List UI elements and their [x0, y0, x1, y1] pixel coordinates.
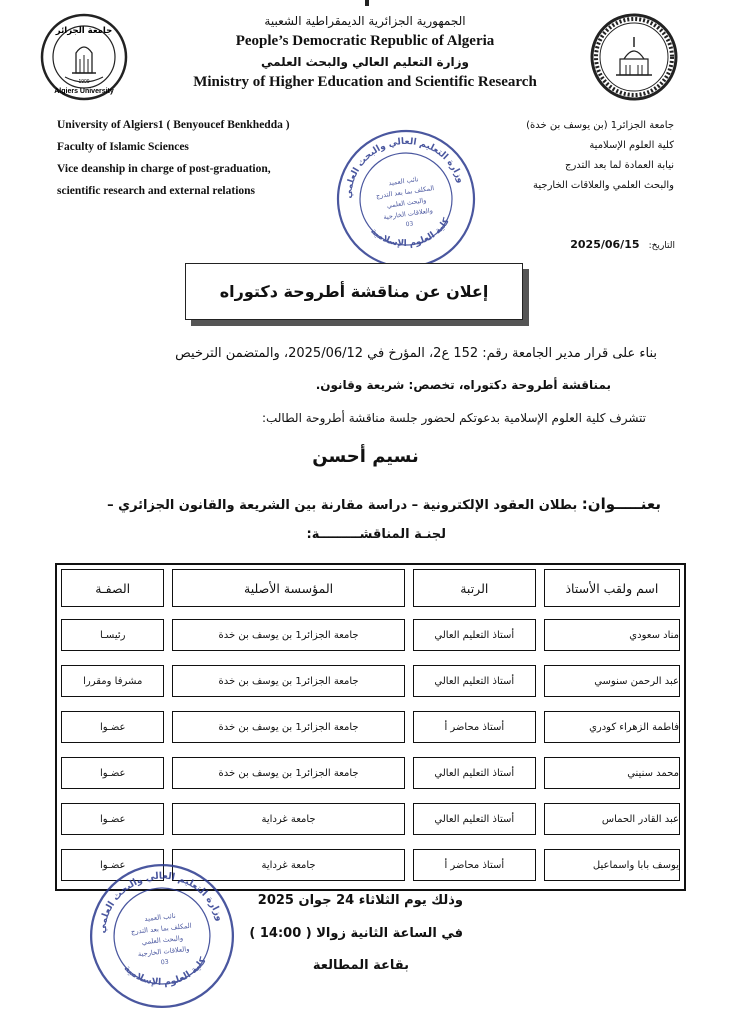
member-name: عبد الرحمن سنوسي — [544, 665, 680, 697]
member-rank: أستاذ التعليم العالي — [413, 619, 536, 651]
university-seal-icon — [40, 13, 128, 101]
faculty-name-ar: كلية العلوم الإسلامية — [589, 140, 674, 151]
member-rank: أستاذ التعليم العالي — [413, 665, 536, 697]
svg-text:والعلاقات الخارجية: والعلاقات الخارجية — [137, 944, 190, 959]
table-header-row — [57, 565, 684, 613]
svg-text:1909: 1909 — [78, 79, 90, 85]
header-cell: المؤسسة الأصلية — [168, 565, 408, 613]
member-role: عضـوا — [61, 711, 164, 743]
official-stamp-top — [326, 119, 486, 279]
top-mark — [365, 0, 369, 6]
svg-text:03: 03 — [160, 958, 170, 967]
header-cell: الصفـة — [57, 565, 168, 613]
member-rank: أستاذ محاضر أ — [413, 711, 536, 743]
university-name-ar: جامعة الجزائر1 (بن يوسف بن خدة) — [526, 120, 674, 131]
table-row — [57, 659, 684, 705]
svg-text:والبحث العلمي: والبحث العلمي — [386, 196, 427, 210]
svg-text:المكلف بما بعد التدرج: المكلف بما بعد التدرج — [130, 921, 193, 936]
university-logo-left — [40, 13, 128, 101]
member-name: عبد القادر الحماس — [544, 803, 680, 835]
decision-line-2: بمناقشة أطروحة دكتوراه، تخصص: شريعة وقانون. — [315, 378, 611, 392]
institution-block-arabic — [474, 116, 674, 196]
header-cell: الرتبة — [409, 565, 540, 613]
member-role: مشرفا ومقررا — [61, 665, 164, 697]
member-rank: أستاذ التعليم العالي — [413, 757, 536, 789]
member-institution: جامعة غرداية — [172, 849, 404, 881]
republic-arabic: الجمهورية الجزائرية الديمقراطية الشعبية — [264, 14, 466, 28]
member-role: رئيسـا — [61, 619, 164, 651]
member-role: عضـوا — [61, 803, 164, 835]
svg-text:والعلاقات الخارجية: والعلاقات الخارجية — [382, 206, 434, 222]
svg-text:نائب العميد: نائب العميد — [388, 175, 419, 188]
committee-table — [55, 563, 686, 891]
member-institution: جامعة الجزائر1 بن يوسف بن خدة — [172, 619, 404, 651]
member-name: فاطمة الزهراء كودري — [544, 711, 680, 743]
institution-block-english — [57, 114, 290, 202]
deanship-en-line2: scientific research and external relations — [57, 185, 256, 197]
svg-text:وزارة التعليم العالي والبحث ال: وزارة التعليم العالي والبحث العلمي — [343, 136, 466, 199]
subject-text: بطلان العقود الإلكترونية – دراسة مقارنة بين الشريعة والقانون الجزائري – — [107, 498, 578, 513]
official-stamp-bottom — [81, 855, 244, 1018]
header-cell: اسم ولقب الأستاذ — [540, 565, 684, 613]
defense-time: في الساعة الثانية زوالا ( 14:00 ) — [249, 926, 463, 941]
member-name: مناد سعودي — [544, 619, 680, 651]
table-row — [57, 705, 684, 751]
svg-text:نائب العميد: نائب العميد — [144, 911, 177, 924]
announcement-title: إعلان عن مناقشة أطروحة دكتوراه — [185, 263, 523, 320]
svg-text:03: 03 — [405, 220, 414, 229]
student-name: نسيم أحسن — [312, 446, 419, 467]
member-name: محمد سنيني — [544, 757, 680, 789]
faculty-name-en: Faculty of Islamic Sciences — [57, 141, 189, 153]
defense-date: وذلك يوم الثلاثاء 24 جوان 2025 — [257, 893, 463, 908]
member-name: يوسف بابا واسماعيل — [544, 849, 680, 881]
svg-text:المكلف بما بعد التدرج: المكلف بما بعد التدرج — [375, 184, 435, 201]
member-institution: جامعة الجزائر1 بن يوسف بن خدة — [172, 711, 404, 743]
svg-text:كلية العلوم الإسلامية: كلية العلوم الإسلامية — [368, 216, 452, 250]
svg-text:والبحث العلمي: والبحث العلمي — [141, 934, 184, 947]
thesis-subject — [107, 495, 661, 513]
table-row — [57, 751, 684, 797]
faculty-logo-right — [590, 13, 678, 101]
document-date — [570, 233, 675, 252]
date-value: 2025/06/15 — [570, 238, 640, 251]
svg-text:كلية العلوم الإسلامية: كلية العلوم الإسلامية — [121, 955, 209, 989]
faculty-seal-icon — [590, 13, 678, 101]
ministry-arabic: وزارة التعليم العالي والبحث العلمي — [260, 55, 470, 69]
member-rank: أستاذ التعليم العالي — [413, 803, 536, 835]
republic-english: People’s Democratic Republic of Algeria — [235, 33, 495, 49]
decision-line-1: بناء على قرار مدير الجامعة رقم: 152 ع2، المؤرخ في 2025/06/12، والمتضمن الترخيص — [175, 346, 657, 361]
svg-text:وزارة التعليم العالي والبحث ال: وزارة التعليم العالي والبحث العلمي — [96, 870, 226, 934]
svg-text:Algiers University: Algiers University — [54, 88, 114, 95]
deanship-ar-line1: نيابة العمادة لما بعد التدرج — [565, 160, 674, 171]
ministry-english: Ministry of Higher Education and Scientific Research — [193, 74, 537, 90]
member-institution: جامعة غرداية — [172, 803, 404, 835]
subject-label: بعنـــــوان: — [581, 495, 661, 513]
member-institution: جامعة الجزائر1 بن يوسف بن خدة — [172, 665, 404, 697]
university-name-en: University of Algiers1 ( Benyoucef Benkhedda ) — [57, 119, 290, 131]
date-label: التاريخ: — [648, 241, 675, 251]
svg-text:جامعة الجزائر: جامعة الجزائر — [55, 26, 113, 36]
table-row — [57, 613, 684, 659]
deanship-en-line1: Vice deanship in charge of post-graduation, — [57, 163, 271, 175]
deanship-ar-line2: والبحث العلمي والعلاقات الخارجية — [533, 180, 674, 191]
member-rank: أستاذ محاضر أ — [413, 849, 536, 881]
defense-room: بقاعة المطالعة — [312, 958, 409, 973]
member-role: عضـوا — [61, 849, 164, 881]
member-role: عضـوا — [61, 757, 164, 789]
invitation-line: تتشرف كلية العلوم الإسلامية بدعوتكم لحضور جلسة مناقشة أطروحة الطالب: — [261, 411, 646, 425]
table-row — [57, 797, 684, 843]
member-institution: جامعة الجزائر1 بن يوسف بن خدة — [172, 757, 404, 789]
committee-label: لجنـة المناقشـــــــــة: — [306, 527, 446, 542]
